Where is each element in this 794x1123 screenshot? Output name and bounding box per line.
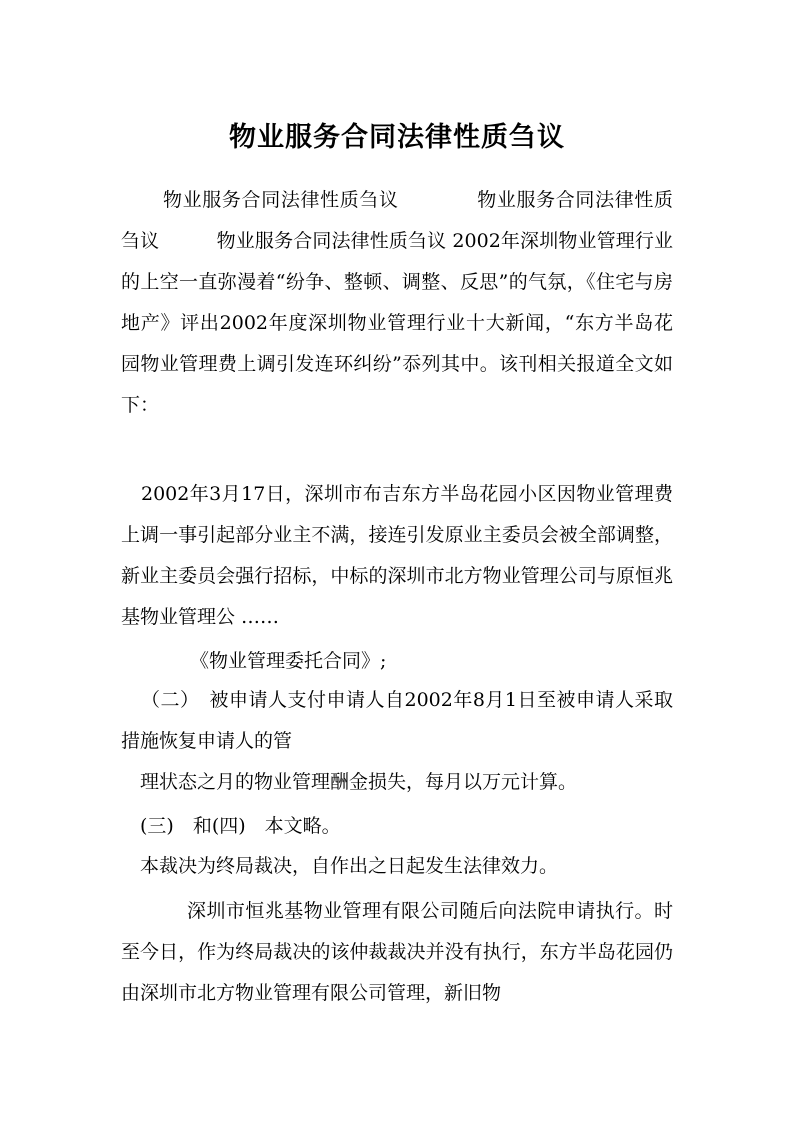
paragraph-ruling-items-three-four: (三) 和(四) 本文略。 [140, 815, 341, 837]
paragraph-ruling-effect: 本裁决为终局裁决，自作出之日起发生法律效力。 [140, 855, 559, 877]
paragraph-ruling-item-two-cont: 理状态之月的物业管理酬金损失，每月以万元计算。 [140, 771, 578, 793]
paragraph-intro: 物业服务合同法律性质刍议 物业服务合同法律性质刍议 物业服务合同法律性质刍议 2002年深圳物业管理行业的上空一直弥漫着“纷争、整顿、调整、反思”的气氛，《住宅与房地产》评出2002年度深圳物业管理行业十大新闻，“东方半岛花园物业管理费上调引发连环纠纷”忝列其中。该刊相关报道全文如下： [121, 189, 673, 416]
paragraph-ruling-item-two: （二） 被申请人支付申请人自2002年8月1日至被申请人采取措施恢复申请人的管 [121, 689, 673, 752]
paragraph-event-report: 2002年3月17日，深圳市布吉东方半岛花园小区因物业管理费上调一事引起部分业主不满，接连引发原业主委员会被全部调整，新业主委员会强行招标，中标的深圳市北方物业管理公司与原恒兆基物业管理公 …… [121, 483, 673, 628]
document-title: 物业服务合同法律性质刍议 [229, 122, 565, 154]
paragraph-contract-name: 《物业管理委托合同》; [190, 650, 387, 672]
paragraph-enforcement: 深圳市恒兆基物业管理有限公司随后向法院申请执行。时至今日，作为终局裁决的该仲裁裁决并没有执行，东方半岛花园仍由深圳市北方物业管理有限公司管理，新旧物 [121, 900, 673, 1004]
